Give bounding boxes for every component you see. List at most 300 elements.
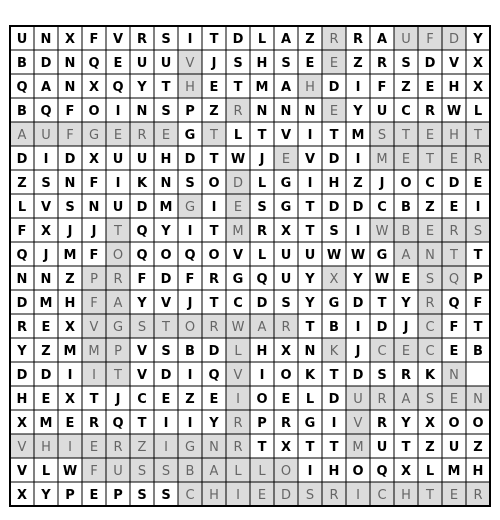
grid-letter: D	[16, 296, 28, 311]
grid-letter: G	[304, 416, 316, 431]
grid-letter: Q	[136, 224, 148, 239]
grid-letter: T	[233, 80, 243, 95]
grid-letter: E	[329, 56, 339, 71]
grid-letter: F	[426, 32, 434, 47]
grid-letter: V	[40, 200, 52, 215]
grid-letter: T	[162, 320, 170, 335]
grid-letter: D	[328, 200, 340, 215]
grid-letter: L	[17, 200, 27, 215]
grid-letter: U	[448, 440, 460, 455]
grid-letter: C	[185, 488, 195, 503]
grid-letter: R	[473, 488, 483, 503]
grid-letter: M	[232, 224, 244, 239]
grid-letter: R	[376, 416, 388, 431]
grid-letter: N	[304, 104, 316, 119]
grid-letter: N	[209, 440, 219, 455]
grid-letter: O	[160, 248, 172, 263]
grid-letter: U	[112, 200, 124, 215]
grid-letter: O	[184, 320, 196, 335]
grid-letter: D	[184, 152, 196, 167]
grid-letter: E	[473, 176, 483, 191]
grid-letter: M	[159, 200, 173, 215]
grid-letter: X	[40, 224, 52, 239]
grid-letter: Y	[161, 224, 171, 239]
grid-letter: N	[88, 200, 100, 215]
grid-letter: E	[401, 152, 411, 167]
grid-letter: I	[355, 224, 361, 239]
grid-letter: Z	[425, 200, 435, 215]
grid-letter: T	[450, 248, 458, 263]
grid-letter: K	[329, 344, 339, 359]
grid-letter: W	[326, 248, 342, 263]
grid-letter: I	[355, 80, 361, 95]
grid-letter: X	[400, 464, 412, 479]
grid-letter: R	[329, 32, 339, 47]
grid-letter: G	[328, 296, 340, 311]
grid-letter: T	[473, 320, 483, 335]
grid-letter: G	[112, 320, 124, 335]
grid-letter: M	[88, 344, 100, 359]
grid-letter: R	[376, 56, 388, 71]
grid-letter: R	[208, 272, 220, 287]
grid-letter: L	[305, 392, 315, 407]
grid-letter: W	[446, 104, 462, 119]
grid-letter: S	[305, 488, 315, 503]
grid-letter: K	[304, 368, 316, 383]
grid-letter: T	[161, 80, 171, 95]
grid-letter: W	[374, 272, 390, 287]
grid-letter: E	[449, 488, 459, 503]
grid-letter: D	[16, 152, 28, 167]
grid-letter: I	[68, 440, 72, 455]
grid-letter: T	[305, 224, 315, 239]
grid-letter: U	[376, 104, 388, 119]
grid-letter: O	[88, 104, 100, 119]
grid-letter: E	[281, 152, 291, 167]
grid-letter: F	[89, 176, 99, 191]
grid-letter: S	[161, 488, 171, 503]
grid-letter: T	[114, 368, 122, 383]
grid-letter: I	[307, 128, 313, 143]
grid-letter: F	[90, 464, 98, 479]
grid-letter: G	[232, 272, 244, 287]
grid-letter: O	[208, 248, 220, 263]
grid-letter: C	[377, 344, 387, 359]
grid-letter: S	[137, 320, 147, 335]
grid-letter: O	[280, 464, 292, 479]
grid-letter: P	[113, 488, 123, 503]
grid-letter: R	[473, 152, 483, 167]
grid-letter: J	[91, 224, 97, 239]
grid-letter: C	[377, 488, 387, 503]
grid-letter: K	[136, 176, 148, 191]
grid-letter: S	[257, 200, 267, 215]
grid-letter: Q	[112, 80, 124, 95]
grid-letter: A	[257, 320, 267, 335]
grid-letter: N	[136, 104, 148, 119]
grid-letter: Y	[401, 296, 411, 311]
grid-letter: K	[424, 368, 436, 383]
grid-letter: B	[17, 104, 27, 119]
grid-letter: X	[280, 440, 292, 455]
grid-letter: I	[163, 416, 169, 431]
grid-letter: O	[448, 416, 460, 431]
grid-letter: I	[355, 152, 361, 167]
grid-letter: H	[41, 440, 51, 455]
grid-letter: R	[424, 104, 436, 119]
grid-letter: T	[329, 128, 339, 143]
grid-letter: T	[257, 440, 267, 455]
grid-letter: D	[16, 368, 28, 383]
grid-letter: M	[376, 152, 388, 167]
grid-letter: T	[305, 440, 315, 455]
grid-letter: U	[41, 128, 51, 143]
grid-letter: H	[64, 296, 76, 311]
grid-letter: E	[305, 56, 315, 71]
grid-letter: L	[257, 248, 267, 263]
grid-letter: L	[473, 104, 483, 119]
grid-letter: Y	[137, 296, 147, 311]
grid-letter: P	[257, 416, 267, 431]
grid-letter: X	[472, 56, 484, 71]
grid-letter: S	[137, 464, 147, 479]
grid-letter: T	[209, 152, 219, 167]
grid-letter: T	[329, 440, 339, 455]
grid-letter: M	[63, 344, 77, 359]
grid-letter: P	[114, 344, 122, 359]
grid-letter: E	[89, 488, 99, 503]
grid-letter: O	[112, 248, 124, 263]
grid-letter: D	[256, 296, 268, 311]
grid-letter: C	[401, 104, 411, 119]
grid-letter: I	[211, 200, 217, 215]
grid-letter: E	[257, 488, 267, 503]
grid-letter: R	[352, 32, 364, 47]
grid-letter: L	[425, 464, 435, 479]
grid-letter: E	[449, 200, 459, 215]
grid-letter: Y	[353, 104, 363, 119]
grid-letter: D	[160, 368, 172, 383]
grid-letter: U	[136, 56, 148, 71]
grid-letter: A	[401, 392, 411, 407]
grid-letter: U	[112, 152, 124, 167]
grid-letter: R	[88, 416, 100, 431]
grid-letter: X	[88, 152, 100, 167]
grid-letter: I	[115, 104, 121, 119]
grid-letter: S	[281, 296, 291, 311]
grid-letter: L	[233, 128, 243, 143]
grid-letter: E	[161, 392, 171, 407]
grid-letter: E	[209, 80, 219, 95]
grid-letter: Z	[401, 80, 411, 95]
grid-letter: C	[425, 344, 435, 359]
grid-letter: F	[185, 272, 195, 287]
grid-letter: R	[329, 488, 339, 503]
grid-letter: S	[473, 224, 483, 239]
grid-letter: Y	[353, 272, 363, 287]
grid-letter: I	[307, 464, 313, 479]
grid-letter: D	[328, 152, 340, 167]
grid-letter: E	[329, 104, 339, 119]
grid-letter: Z	[137, 440, 147, 455]
grid-letter: H	[328, 176, 340, 191]
grid-letter: R	[449, 224, 459, 239]
grid-letter: H	[328, 464, 340, 479]
grid-letter: J	[211, 56, 217, 71]
grid-letter: F	[377, 80, 387, 95]
grid-letter: V	[89, 320, 99, 335]
grid-letter: E	[401, 344, 411, 359]
grid-letter: X	[16, 488, 28, 503]
grid-letter: T	[137, 416, 147, 431]
grid-letter: D	[424, 56, 436, 71]
grid-letter: T	[209, 224, 219, 239]
grid-letter: M	[39, 296, 53, 311]
grid-letter: E	[425, 80, 435, 95]
grid-letter: L	[257, 176, 267, 191]
grid-letter: M	[63, 248, 77, 263]
grid-letter: D	[352, 200, 364, 215]
grid-letter: D	[352, 368, 364, 383]
grid-letter: I	[187, 224, 193, 239]
grid-letter: L	[258, 464, 266, 479]
grid-letter: N	[160, 176, 172, 191]
grid-letter: D	[328, 80, 340, 95]
grid-letter: S	[185, 176, 195, 191]
grid-letter: V	[16, 464, 28, 479]
grid-letter: V	[112, 32, 124, 47]
grid-letter: Z	[209, 104, 219, 119]
grid-letter: D	[376, 320, 388, 335]
grid-letter: H	[472, 464, 484, 479]
word-search-svg	[8, 24, 492, 508]
grid-letter: Y	[41, 488, 51, 503]
grid-letter: I	[187, 32, 193, 47]
grid-letter: I	[92, 368, 96, 383]
grid-letter: X	[329, 272, 339, 287]
grid-letter: T	[305, 200, 315, 215]
grid-letter: I	[355, 320, 361, 335]
grid-letter: Y	[305, 296, 315, 311]
grid-letter: Y	[473, 32, 483, 47]
grid-letter: G	[184, 440, 196, 455]
grid-letter: E	[401, 272, 411, 287]
grid-letter: E	[425, 128, 435, 143]
grid-letter: U	[401, 32, 411, 47]
grid-letter: D	[64, 152, 76, 167]
grid-letter: H	[401, 488, 411, 503]
grid-letter: L	[257, 32, 267, 47]
grid-letter: R	[377, 392, 387, 407]
grid-letter: R	[136, 32, 148, 47]
grid-letter: W	[375, 224, 389, 239]
grid-letter: G	[376, 248, 388, 263]
grid-letter: S	[161, 464, 171, 479]
grid-letter: I	[236, 392, 240, 407]
grid-letter: T	[377, 296, 387, 311]
grid-letter: U	[113, 464, 123, 479]
grid-letter: B	[401, 200, 411, 215]
grid-letter: Y	[137, 80, 147, 95]
grid-letter: Z	[185, 392, 195, 407]
grid-letter: O	[280, 368, 292, 383]
grid-letter: C	[425, 176, 435, 191]
grid-letter: M	[352, 440, 364, 455]
grid-letter: T	[305, 320, 315, 335]
grid-letter: X	[64, 32, 76, 47]
grid-letter: S	[65, 200, 75, 215]
grid-letter: D	[160, 272, 172, 287]
grid-letter: T	[209, 32, 219, 47]
grid-letter: E	[65, 416, 75, 431]
grid-letter: N	[40, 272, 52, 287]
grid-letter: C	[137, 392, 147, 407]
grid-letter: A	[209, 464, 219, 479]
grid-letter: S	[161, 104, 171, 119]
grid-letter: R	[233, 440, 243, 455]
grid-letter: F	[449, 320, 459, 335]
grid-letter: A	[376, 32, 388, 47]
grid-letter: I	[164, 440, 168, 455]
grid-letter: J	[115, 392, 121, 407]
grid-letter: R	[137, 128, 147, 143]
grid-letter: U	[16, 32, 28, 47]
grid-letter: E	[233, 200, 243, 215]
grid-letter: U	[160, 56, 172, 71]
grid-letter: R	[113, 440, 123, 455]
grid-letter: G	[88, 128, 100, 143]
grid-letter: O	[472, 416, 484, 431]
grid-cell[interactable]	[466, 362, 490, 386]
grid-letter: M	[255, 80, 269, 95]
grid-letter: Z	[65, 272, 75, 287]
grid-letter: E	[113, 128, 123, 143]
grid-letter: D	[328, 392, 340, 407]
grid-letter: L	[41, 464, 51, 479]
grid-letter: F	[89, 248, 99, 263]
grid-letter: O	[352, 464, 364, 479]
grid-letter: T	[474, 128, 482, 143]
grid-letter: M	[351, 128, 365, 143]
grid-letter: S	[377, 368, 387, 383]
grid-letter: M	[39, 416, 53, 431]
grid-letter: V	[353, 416, 363, 431]
grid-letter: P	[473, 272, 483, 287]
grid-letter: J	[379, 176, 385, 191]
grid-letter: H	[160, 152, 172, 167]
grid-letter: N	[280, 104, 292, 119]
grid-letter: R	[233, 416, 243, 431]
grid-letter: T	[257, 128, 267, 143]
grid-letter: D	[136, 200, 148, 215]
grid-letter: E	[425, 224, 435, 239]
grid-letter: Y	[305, 272, 315, 287]
grid-letter: E	[209, 392, 219, 407]
grid-letter: I	[115, 176, 121, 191]
grid-letter: F	[90, 296, 98, 311]
grid-letter: W	[62, 464, 78, 479]
grid-letter: Q	[40, 104, 52, 119]
grid-letter: I	[356, 488, 360, 503]
grid-letter: I	[67, 368, 73, 383]
grid-letter: T	[114, 224, 122, 239]
grid-letter: T	[210, 128, 218, 143]
grid-letter: Z	[353, 56, 363, 71]
grid-letter: Q	[256, 272, 268, 287]
grid-letter: F	[17, 224, 27, 239]
grid-letter: Z	[425, 440, 435, 455]
grid-letter: H	[449, 128, 459, 143]
grid-letter: D	[40, 56, 52, 71]
grid-letter: H	[448, 80, 460, 95]
grid-letter: S	[401, 56, 411, 71]
grid-letter: S	[161, 344, 171, 359]
grid-letter: R	[233, 104, 243, 119]
grid-letter: B	[17, 56, 27, 71]
grid-letter: N	[64, 56, 76, 71]
grid-letter: Q	[16, 80, 28, 95]
grid-letter: D	[448, 32, 460, 47]
grid-letter: Q	[88, 56, 100, 71]
grid-letter: X	[88, 80, 100, 95]
grid-letter: N	[16, 272, 28, 287]
grid-letter: X	[472, 80, 484, 95]
grid-letter: Q	[184, 248, 196, 263]
grid-letter: D	[280, 488, 292, 503]
grid-letter: H	[256, 56, 268, 71]
grid-letter: E	[449, 152, 459, 167]
grid-letter: L	[234, 344, 242, 359]
grid-letter: S	[377, 128, 387, 143]
grid-letter: M	[447, 464, 461, 479]
grid-letter: P	[90, 272, 98, 287]
grid-letter: R	[256, 224, 268, 239]
grid-letter: O	[256, 392, 268, 407]
grid-letter: S	[41, 176, 51, 191]
grid-letter: X	[64, 320, 76, 335]
grid-letter: T	[473, 248, 483, 263]
grid-letter: D	[448, 176, 460, 191]
grid-letter: D	[352, 296, 364, 311]
grid-letter: G	[280, 200, 292, 215]
grid-letter: U	[376, 440, 388, 455]
grid-letter: G	[184, 128, 196, 143]
grid-letter: S	[233, 56, 243, 71]
grid-letter: J	[43, 248, 49, 263]
grid-letter: G	[280, 176, 292, 191]
grid-letter: B	[329, 320, 339, 335]
grid-letter: S	[281, 56, 291, 71]
grid-letter: S	[425, 392, 435, 407]
grid-letter: D	[208, 344, 220, 359]
grid-letter: U	[353, 392, 363, 407]
grid-letter: I	[187, 368, 193, 383]
grid-letter: C	[233, 296, 243, 311]
grid-letter: R	[113, 272, 123, 287]
grid-letter: T	[401, 440, 411, 455]
grid-letter: S	[329, 224, 339, 239]
grid-letter: T	[402, 128, 410, 143]
grid-letter: E	[161, 128, 171, 143]
grid-letter: H	[185, 80, 195, 95]
grid-letter: N	[40, 32, 52, 47]
grid-letter: Q	[448, 272, 460, 287]
grid-letter: R	[400, 368, 412, 383]
grid-letter: Z	[305, 32, 315, 47]
grid-letter: D	[232, 176, 244, 191]
grid-letter: T	[426, 152, 434, 167]
grid-letter: S	[137, 488, 147, 503]
